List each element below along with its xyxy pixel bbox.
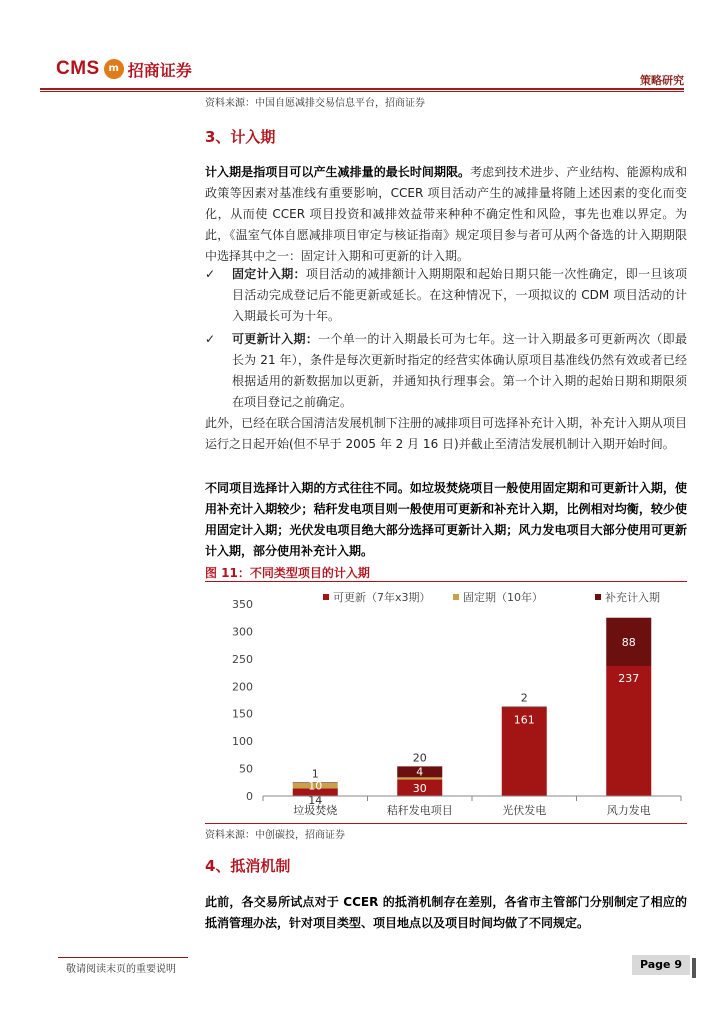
figure-source-note: 资料来源：中创碳投，招商证券 [205,830,345,841]
data-label: 88 [621,635,636,649]
logo-badge-icon: m [104,59,124,79]
y-tick-label: 150 [232,707,253,721]
data-label: 161 [513,713,535,727]
legend-swatch [453,594,459,600]
data-label: 20 [412,751,427,765]
figure-bottom-rule [205,823,687,824]
bullet-fixed-period [205,264,687,327]
data-label: 2 [520,691,528,705]
section-3-title: 3、计入期 [205,128,276,146]
x-category-label: 风力发电 [606,804,651,817]
data-label: 14 [308,794,323,807]
footer-disclaimer: 敬请阅读末页的重要说明 [66,964,176,975]
intro-rest: 考虑到技术进步、产业结构、能源构成和政策等因素对基准线有重要影响，CCER 项目活动产生的减排量将随上述因素的变化而变化，从而使 CCER 项目投资和减排效益带来种种不确定性和风险，事先也难以界定。为此，《温室气体自愿减排项目审定与核证指南》规定项目参与者可从两个备选的计入期期限中选择其中之一：固定计入期和可更新的计入期。 [205,165,687,263]
x-category-label: 垃圾焚烧 [293,804,338,817]
check-icon: ✓ [205,267,216,281]
y-tick-label: 300 [232,625,253,639]
section-4-para: 此前，各交易所试点对于 CCER 的抵消机制存在差别，各省市主管部门分别制定了相应的抵消管理办法，针对项目类型、项目地点以及项目时间均做了不同规定。 [205,895,687,930]
figure-top-rule [205,581,687,582]
bullet1-bold: 固定计入期： [232,267,306,281]
section-4-title: 4、抵消机制 [205,857,291,875]
y-tick-label: 250 [232,652,253,666]
data-label: 10 [308,779,323,793]
legend-label: 固定期（10年） [463,591,543,604]
intro-bold: 计入期是指项目可以产生减排量的最长时间期限。 [205,165,471,179]
y-tick-label: 200 [232,680,253,694]
x-category-label: 秸秆发电项目 [386,804,453,817]
data-labels [308,636,639,807]
x-category-label: 光伏发电 [502,804,547,817]
company-logo [56,56,206,82]
top-source-note: 资料来源：中国自愿减排交易信息平台，招商证券 [205,98,425,109]
y-tick-label: 0 [246,790,253,803]
legend-swatch [323,594,329,600]
data-label: 4 [416,765,424,779]
bar-segment [606,666,651,796]
page-box-shadow [692,958,696,978]
section-3-para2: 此外，已经在联合国清洁发展机制下注册的减排项目可选择补充计入期，补充计入期从项目运行之日起开始(但不早于 2005 年 2 月 16 日)并截止至清洁发展机制计入期开始时间。 [205,416,687,451]
page-number: Page 9 [632,955,690,975]
logo-text: CMS [56,58,100,79]
footer-rule [58,957,188,958]
bar-segment [502,707,547,708]
x-axis [263,796,681,817]
data-label: 1 [311,767,319,781]
y-tick-label: 350 [232,598,253,611]
stacked-bar-chart [205,584,687,822]
data-label: 237 [618,671,640,685]
figure-title: 图 11：不同类型项目的计入期 [205,566,370,580]
bar-groups [293,618,652,796]
section-3-intro [205,162,687,267]
legend-swatch [595,594,601,600]
chart-legend [323,590,660,604]
bullet2-rest: 一个单一的计入期最长可为七年。这一计入期最多可更新两次（即最长为 21 年），条件是每次更新时指定的经营实体确认原项目基准线仍然有效或者已经根据适用的新数据加以更新，并通知执行理事会。第一个计入期的起始日期和期限须在项目登记之前确定。 [232,332,687,409]
section-3-para3: 不同项目选择计入期的方式往往不同。如垃圾焚烧项目一般使用固定期和可更新计入期，使用补充计入期较少；秸秆发电项目则一般使用可更新和补充计入期，比例相对均衡，较少使用固定计入期；光伏发电项目绝大部分选择可更新计入期；风力发电项目大部分使用可更新计入期，部分使用补充计入期。 [205,481,687,558]
legend-label: 可更新（7年x3期） [333,591,431,604]
logo-chinese-name: 招商证券 [127,60,192,80]
legend-label: 补充计入期 [605,591,660,604]
header-rule-thin [40,91,684,92]
y-tick-label: 100 [232,735,253,749]
section-label: 策略研究 [640,74,684,87]
bullet2-bold: 可更新计入期： [232,332,319,346]
bullet1-rest: 项目活动的减排额计入期期限和起始日期只能一次性确定，即一旦该项目活动完成登记后不能更新或延长。在这种情况下，一项拟议的 CDM 项目活动的计入期最长可为十年。 [232,267,687,323]
check-icon: ✓ [205,332,216,346]
header-rule [40,88,684,90]
y-tick-label: 50 [239,762,253,776]
y-axis [232,598,253,803]
bullet-renewable-period [205,329,687,413]
data-label: 30 [412,781,427,795]
